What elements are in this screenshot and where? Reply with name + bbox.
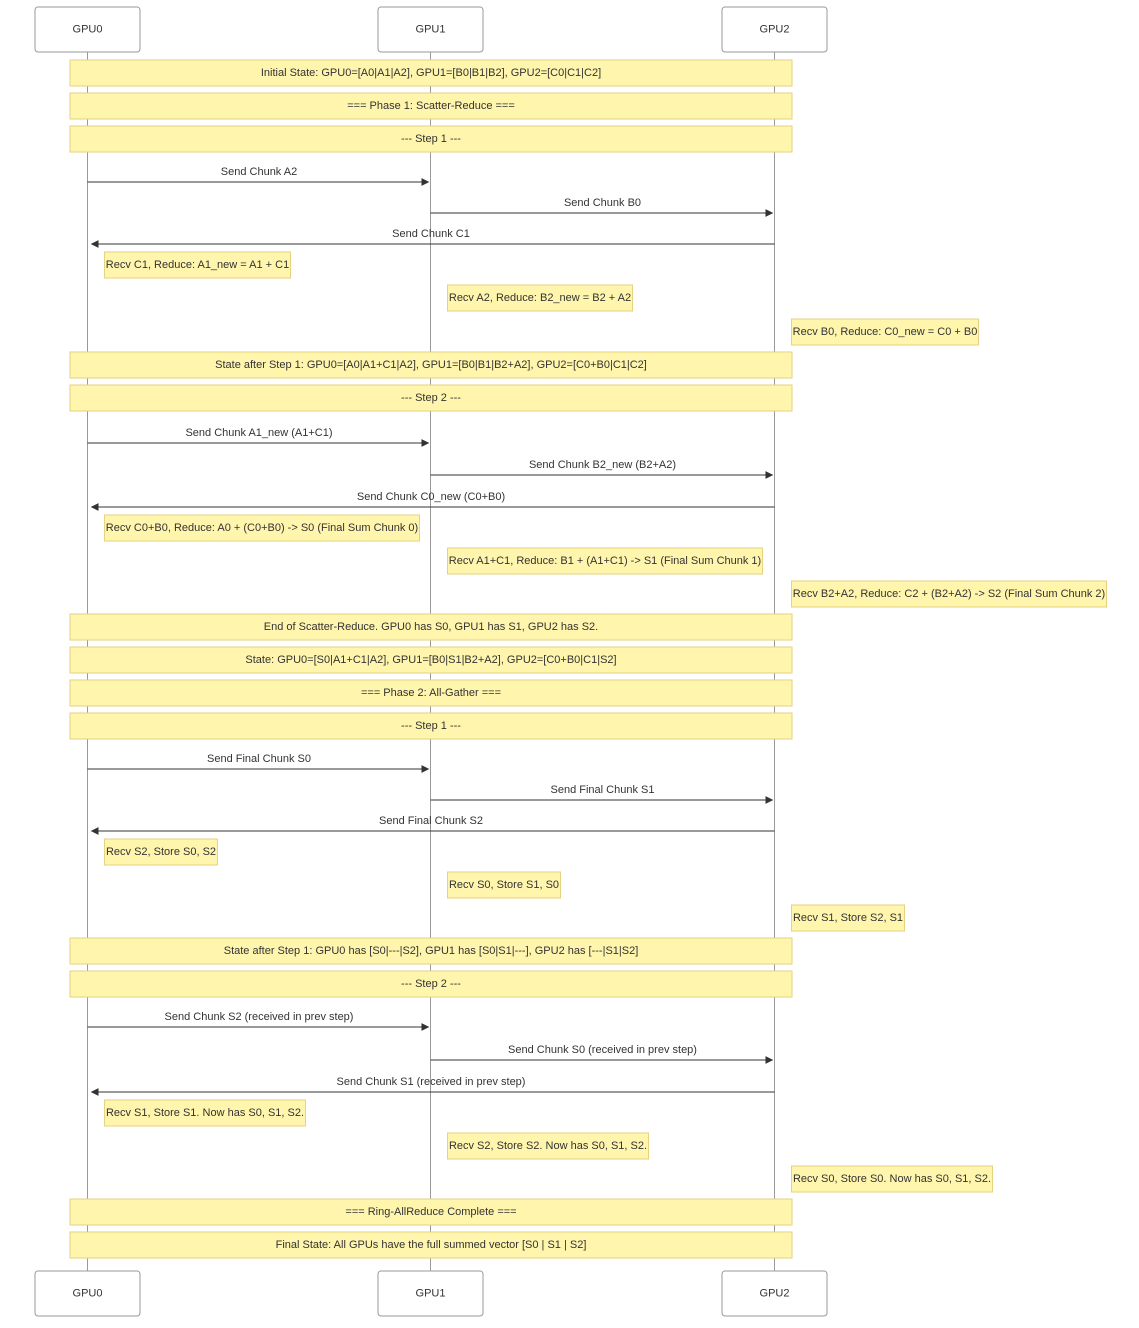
note-span <box>70 971 792 997</box>
message <box>88 427 429 443</box>
note-text: --- Step 2 --- <box>401 978 461 990</box>
message-label: Send Chunk A1_new (A1+C1) <box>185 427 333 439</box>
message-label: Send Chunk B0 <box>563 197 642 209</box>
actor-gpu2-top <box>722 7 827 52</box>
note-text: State after Step 1: GPU0 has [S0|---|S2], GPU1 has [S0|S1|---], GPU2 has [---|S1|S2] <box>223 945 639 957</box>
actor-gpu2-bottom <box>722 1271 827 1316</box>
message <box>92 1076 775 1092</box>
note-span <box>70 647 792 673</box>
note-text: === Phase 2: All-Gather === <box>360 687 502 699</box>
note-right-of-gpu1 <box>448 285 633 311</box>
note-span <box>70 385 792 411</box>
note-right-of-gpu0 <box>105 252 291 278</box>
actor-gpu0-top <box>35 7 140 52</box>
message <box>92 491 775 507</box>
note-text: Recv S1, Store S2, S1 <box>792 912 904 924</box>
note-text: Recv B0, Reduce: C0_new = C0 + B0 <box>792 326 978 338</box>
note-text: --- Step 1 --- <box>401 133 461 145</box>
message <box>431 1044 773 1060</box>
note-text: Recv S0, Store S1, S0 <box>448 879 560 891</box>
note-text: Recv A2, Reduce: B2_new = B2 + A2 <box>448 292 632 304</box>
note-text: Recv C0+B0, Reduce: A0 + (C0+B0) -> S0 (Final Sum Chunk 0) <box>105 522 419 534</box>
note-text: End of Scatter-Reduce. GPU0 has S0, GPU1 has S1, GPU2 has S2. <box>263 621 599 633</box>
message-label: Send Final Chunk S2 <box>379 815 483 827</box>
note-right-of-gpu2 <box>792 905 905 931</box>
actor-gpu1-top <box>378 7 483 52</box>
message-label: Send Final Chunk S0 <box>207 753 311 765</box>
message <box>431 784 773 800</box>
message-label: Send Chunk C1 <box>392 228 470 240</box>
message <box>431 459 773 475</box>
note-span <box>70 1232 792 1258</box>
note-span <box>70 352 792 378</box>
message-label: Send Chunk S0 (received in prev step) <box>508 1044 697 1056</box>
note-text: Initial State: GPU0=[A0|A1|A2], GPU1=[B0|B1|B2], GPU2=[C0|C1|C2] <box>260 67 602 79</box>
note-right-of-gpu1 <box>448 1133 649 1159</box>
note-right-of-gpu0 <box>105 515 420 541</box>
note-span <box>70 93 792 119</box>
note-text: Recv C1, Reduce: A1_new = A1 + C1 <box>105 259 290 271</box>
actor-label: GPU2 <box>759 23 790 36</box>
actor-gpu1-bottom <box>378 1271 483 1316</box>
note-right-of-gpu2 <box>792 581 1107 607</box>
note-text: Recv S2, Store S0, S2 <box>105 846 217 858</box>
message <box>88 753 429 769</box>
message <box>92 228 775 244</box>
note-span <box>70 126 792 152</box>
note-text: Recv S0, Store S0. Now has S0, S1, S2. <box>792 1173 992 1185</box>
note-text: Recv B2+A2, Reduce: C2 + (B2+A2) -> S2 (Final Sum Chunk 2) <box>792 588 1106 600</box>
note-span <box>70 60 792 86</box>
message-label: Send Chunk S2 (received in prev step) <box>164 1011 354 1023</box>
actor-label: GPU0 <box>72 1287 103 1300</box>
message <box>88 166 429 182</box>
note-text: --- Step 1 --- <box>401 720 461 732</box>
note-text: === Phase 1: Scatter-Reduce === <box>347 100 515 112</box>
note-right-of-gpu1 <box>448 872 561 898</box>
note-right-of-gpu2 <box>792 1166 993 1192</box>
note-right-of-gpu0 <box>105 1100 306 1126</box>
note-span <box>70 680 792 706</box>
message <box>431 197 773 213</box>
message <box>88 1011 429 1027</box>
note-span <box>70 1199 792 1225</box>
message-label: Send Chunk A2 <box>220 166 298 178</box>
note-span <box>70 938 792 964</box>
note-span <box>70 614 792 640</box>
actor-gpu0-bottom <box>35 1271 140 1316</box>
note-text: Final State: All GPUs have the full summed vector [S0 | S1 | S2] <box>275 1239 587 1251</box>
actor-label: GPU2 <box>759 1287 790 1300</box>
note-text: Recv A1+C1, Reduce: B1 + (A1+C1) -> S1 (Final Sum Chunk 1) <box>448 555 762 567</box>
actor-label: GPU0 <box>72 23 103 36</box>
message-label: Send Chunk B2_new (B2+A2) <box>528 459 677 471</box>
actor-label: GPU1 <box>415 23 446 36</box>
message-label: Send Chunk S1 (received in prev step) <box>336 1076 526 1088</box>
note-text: Recv S1, Store S1. Now has S0, S1, S2. <box>105 1107 305 1119</box>
actor-label: GPU1 <box>415 1287 446 1300</box>
events <box>70 60 1107 1258</box>
note-right-of-gpu2 <box>792 319 979 345</box>
note-text: === Ring-AllReduce Complete === <box>345 1206 517 1218</box>
note-text: State: GPU0=[S0|A1+C1|A2], GPU1=[B0|S1|B2+A2], GPU2=[C0+B0|C1|S2] <box>245 654 617 666</box>
note-right-of-gpu1 <box>448 548 763 574</box>
message-label: Send Final Chunk S1 <box>550 784 655 796</box>
message <box>92 815 775 831</box>
note-text: Recv S2, Store S2. Now has S0, S1, S2. <box>448 1140 648 1152</box>
note-right-of-gpu0 <box>105 839 218 865</box>
note-span <box>70 713 792 739</box>
note-text: --- Step 2 --- <box>401 392 461 404</box>
note-text: State after Step 1: GPU0=[A0|A1+C1|A2], GPU1=[B0|B1|B2+A2], GPU2=[C0+B0|C1|C2] <box>215 359 647 371</box>
message-label: Send Chunk C0_new (C0+B0) <box>356 491 506 503</box>
